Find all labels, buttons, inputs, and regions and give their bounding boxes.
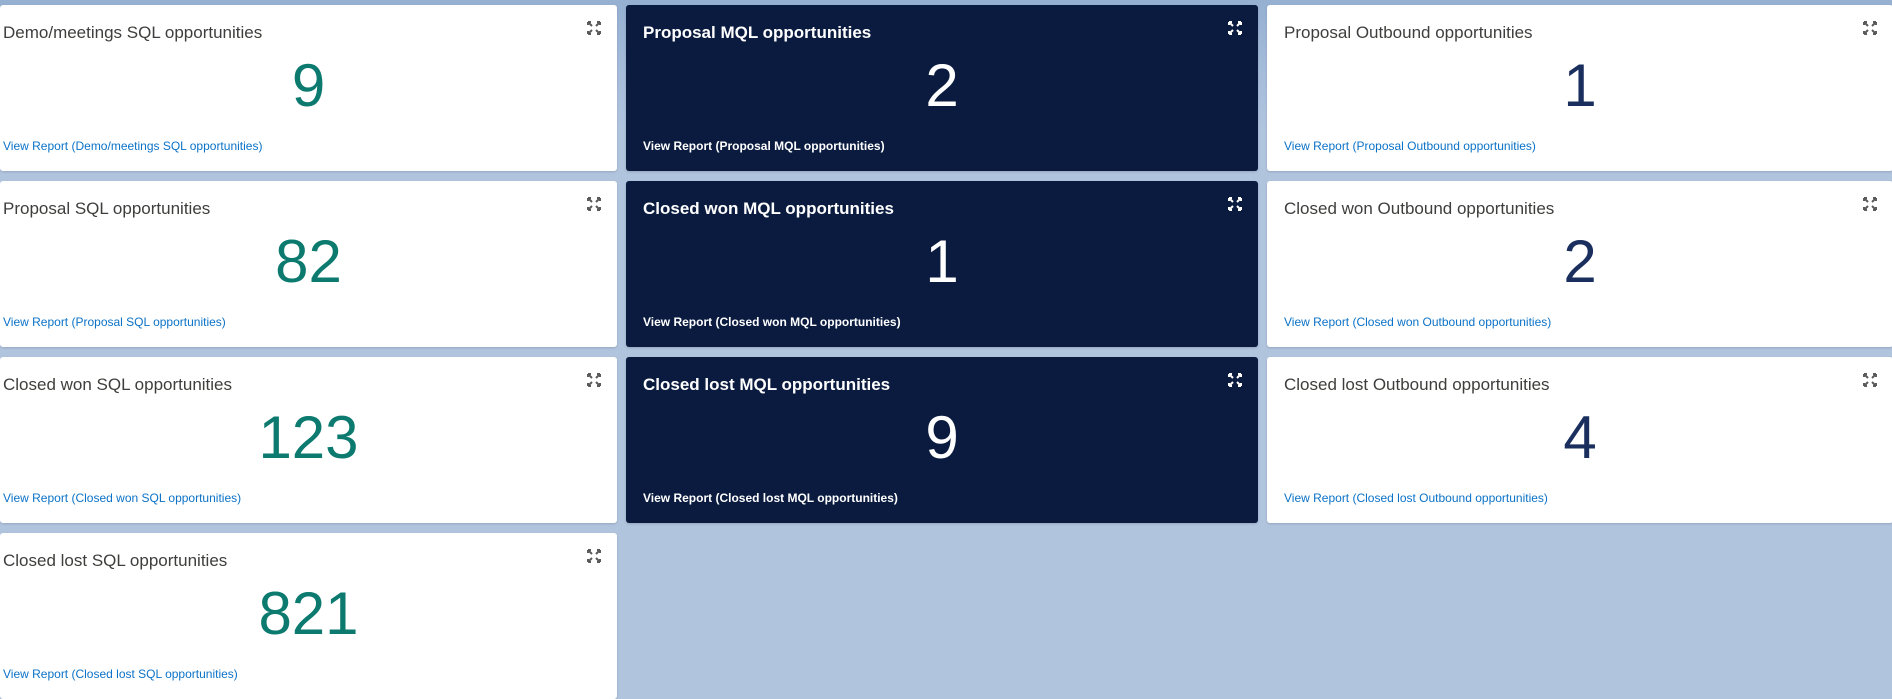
tile-title: Proposal Outbound opportunities: [1284, 23, 1533, 42]
dashboard-tile: [626, 5, 1258, 171]
metric-value: 82: [275, 228, 342, 295]
tile-title: Closed lost MQL opportunities: [643, 375, 891, 394]
view-report-link[interactable]: View Report (Closed won Outbound opportunities): [1284, 315, 1552, 329]
view-report-link[interactable]: View Report (Proposal MQL opportunities): [643, 139, 885, 153]
metric-value: 4: [1563, 404, 1597, 471]
dashboard-tile: [626, 181, 1258, 347]
expand-icon[interactable]: [587, 197, 601, 211]
tile-title: Proposal MQL opportunities: [643, 23, 872, 42]
dashboard-tile: [626, 357, 1258, 523]
metric-value: 9: [291, 52, 326, 119]
metric-value: 9: [925, 404, 959, 471]
expand-icon[interactable]: [1228, 21, 1242, 35]
dashboard-tile: [0, 533, 617, 699]
metric-value: 2: [1563, 228, 1597, 295]
view-report-link[interactable]: View Report (Closed lost MQL opportunities): [643, 491, 898, 505]
view-report-link[interactable]: View Report (Closed lost Outbound opportunities): [1284, 491, 1548, 505]
expand-icon[interactable]: [1863, 373, 1877, 387]
dashboard-tile: [1267, 357, 1892, 523]
dashboard-grid: [0, 5, 1892, 699]
view-report-link[interactable]: View Report (Proposal Outbound opportunities): [1284, 139, 1536, 153]
tile-title: Closed won SQL opportunities: [3, 375, 233, 394]
metric-value: 123: [258, 404, 359, 471]
view-report-link[interactable]: View Report (Closed won MQL opportunities): [643, 315, 901, 329]
view-report-link[interactable]: View Report (Demo/meetings SQL opportunities): [3, 139, 263, 153]
expand-icon[interactable]: [1228, 197, 1242, 211]
view-report-link[interactable]: View Report (Closed won SQL opportunities): [3, 491, 242, 505]
view-report-link[interactable]: View Report (Proposal SQL opportunities): [3, 315, 226, 329]
view-report-link[interactable]: View Report (Closed lost SQL opportunities): [3, 667, 238, 681]
expand-icon[interactable]: [1863, 21, 1877, 35]
metric-value: 2: [925, 52, 959, 119]
tile-title: Demo/meetings SQL opportunities: [3, 23, 263, 42]
expand-icon[interactable]: [587, 549, 601, 563]
expand-icon[interactable]: [1863, 197, 1877, 211]
expand-icon[interactable]: [587, 373, 601, 387]
dashboard-tile: [1267, 181, 1892, 347]
expand-icon[interactable]: [587, 21, 601, 35]
expand-icon[interactable]: [1228, 373, 1242, 387]
dashboard-tile: [0, 181, 617, 347]
dashboard-tile: [0, 5, 617, 171]
tile-title: Closed lost Outbound opportunities: [1284, 375, 1550, 394]
dashboard-tile: [1267, 5, 1892, 171]
tile-title: Closed won Outbound opportunities: [1284, 199, 1555, 218]
tile-title: Proposal SQL opportunities: [3, 199, 211, 218]
dashboard-tile: [0, 357, 617, 523]
metric-value: 1: [1563, 52, 1597, 119]
tile-title: Closed won MQL opportunities: [643, 199, 894, 218]
metric-value: 821: [258, 580, 359, 647]
tile-title: Closed lost SQL opportunities: [3, 551, 228, 570]
metric-value: 1: [925, 228, 959, 295]
